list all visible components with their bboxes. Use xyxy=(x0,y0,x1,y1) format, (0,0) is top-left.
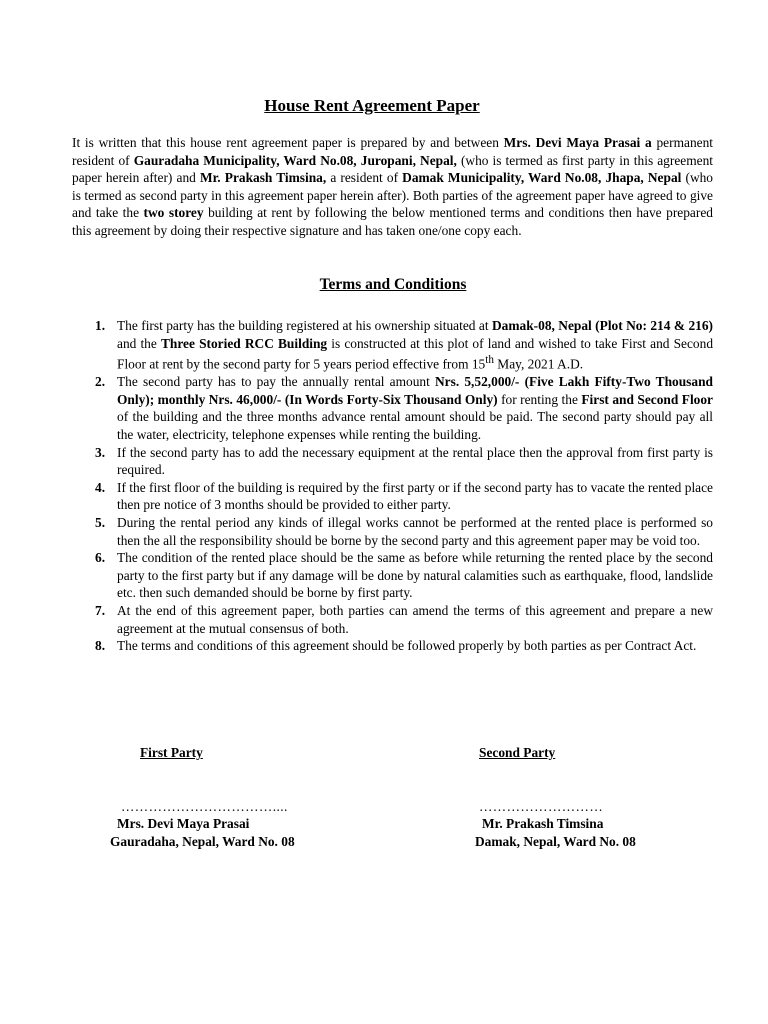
intro-text: (who is termed as first party in this agreement paper herein after) and xyxy=(72,152,713,186)
first-party-label: First Party xyxy=(140,745,203,760)
term-bold-text: Nrs. 5,52,000/- (Five Lakh Fifty-Two Thousand Only); monthly Nrs. 46,000/- (In Words Forty-Six Thousand Only) xyxy=(117,374,713,407)
term-number: 6. xyxy=(95,550,106,566)
term-number: 7. xyxy=(95,602,106,618)
term-number: 2. xyxy=(95,374,106,390)
term-item xyxy=(72,444,713,479)
intro-bold-text: two storey xyxy=(143,205,204,221)
term-text: for renting the xyxy=(497,391,582,407)
term-text: The terms and conditions of this agreement should be followed properly by both parties as per Contract Act. xyxy=(117,638,697,654)
term-text: May, 2021 A.D. xyxy=(493,356,584,372)
term-text: The first party has the building registered at his ownership situated at xyxy=(117,318,492,333)
term-item xyxy=(72,549,713,602)
term-item xyxy=(72,602,713,637)
second-party-name: Mr. Prakash Timsina xyxy=(482,816,604,831)
term-superscript: th xyxy=(485,354,494,367)
term-bold-text: Damak-08, Nepal (Plot No: 214 & 216) xyxy=(492,318,713,333)
first-party-signature-line: …………………………….... xyxy=(121,799,288,814)
term-item xyxy=(72,479,713,514)
term-item xyxy=(72,637,713,655)
term-item xyxy=(72,317,713,373)
term-bold-text: First and Second Floor xyxy=(581,391,713,407)
term-text: The second party has to pay the annually rental amount xyxy=(117,374,435,390)
term-text: of the building and the three months advance rental amount should be paid. The second party should pay all the water, electricity, telephone expenses while renting the building. xyxy=(117,409,713,443)
intro-paragraph xyxy=(72,134,713,240)
intro-text: building at rent by following the below mentioned terms and conditions then have prepared this agreement by doing their respective signature and has taken one/one copy each. xyxy=(72,205,713,238)
term-text: During the rental period any kinds of illegal works cannot be performed at the rented place is performed so then the all the responsibility should be borne by the second party and this agreement paper may be void too. xyxy=(117,515,713,548)
intro-text: It is written that this house rent agreement paper is prepared by and between xyxy=(72,135,504,150)
term-text: If the first floor of the building is required by the first party or if the second party has to vacate the rented place then pre notice of 3 months should be provided to either party. xyxy=(117,479,713,513)
intro-text: a resident of xyxy=(326,170,403,186)
first-party-address: Gauradaha, Nepal, Ward No. 08 xyxy=(110,834,295,849)
terms-heading: Terms and Conditions xyxy=(319,276,467,293)
intro-bold-text: Gauradaha Municipality, Ward No.08, Juropani, Nepal, xyxy=(133,152,457,168)
term-text: and the xyxy=(117,335,161,351)
term-number: 4. xyxy=(95,479,106,495)
intro-text: (who is termed as second party in this agreement paper herein after). Both parties of the agreement paper have agreed to give and take the xyxy=(72,170,714,221)
second-party-address: Damak, Nepal, Ward No. 08 xyxy=(475,834,636,849)
term-text: If the second party has to add the necessary equipment at the rental place then the approval from first party is required. xyxy=(117,444,713,478)
document-title: House Rent Agreement Paper xyxy=(264,96,480,115)
second-party-label: Second Party xyxy=(479,745,556,760)
term-item xyxy=(72,514,713,549)
second-party-signature-line: ……………………… xyxy=(479,799,604,814)
terms-list xyxy=(72,317,713,655)
term-text: At the end of this agreement paper, both parties can amend the terms of this agreement and prepare a new agreement at the mutual consensus of both. xyxy=(117,602,713,636)
term-text: is constructed at this plot of land and wished to take First and Second Floor at rent by the second party for 5 years period effective from 15 xyxy=(117,335,714,372)
term-number: 8. xyxy=(95,638,106,654)
term-number: 5. xyxy=(95,515,106,530)
term-number: 1. xyxy=(95,318,106,333)
first-party-name: Mrs. Devi Maya Prasai xyxy=(117,816,250,831)
term-text: The condition of the rented place should be the same as before while returning the rented place by the second party to the first party but if any damage will be done by natural calamities such as earthquake, flood, landslide etc. then such demanded should be borne by first party. xyxy=(117,550,713,601)
term-number: 3. xyxy=(95,444,106,460)
intro-bold-text: Mrs. Devi Maya Prasai a xyxy=(503,135,652,150)
intro-bold-text: Damak Municipality, Ward No.08, Jhapa, Nepal xyxy=(402,170,682,186)
term-item xyxy=(72,373,713,443)
intro-bold-text: Mr. Prakash Timsina, xyxy=(199,170,327,186)
term-bold-text: Three Storied RCC Building xyxy=(160,335,328,351)
intro-text: permanent resident of xyxy=(72,135,713,168)
